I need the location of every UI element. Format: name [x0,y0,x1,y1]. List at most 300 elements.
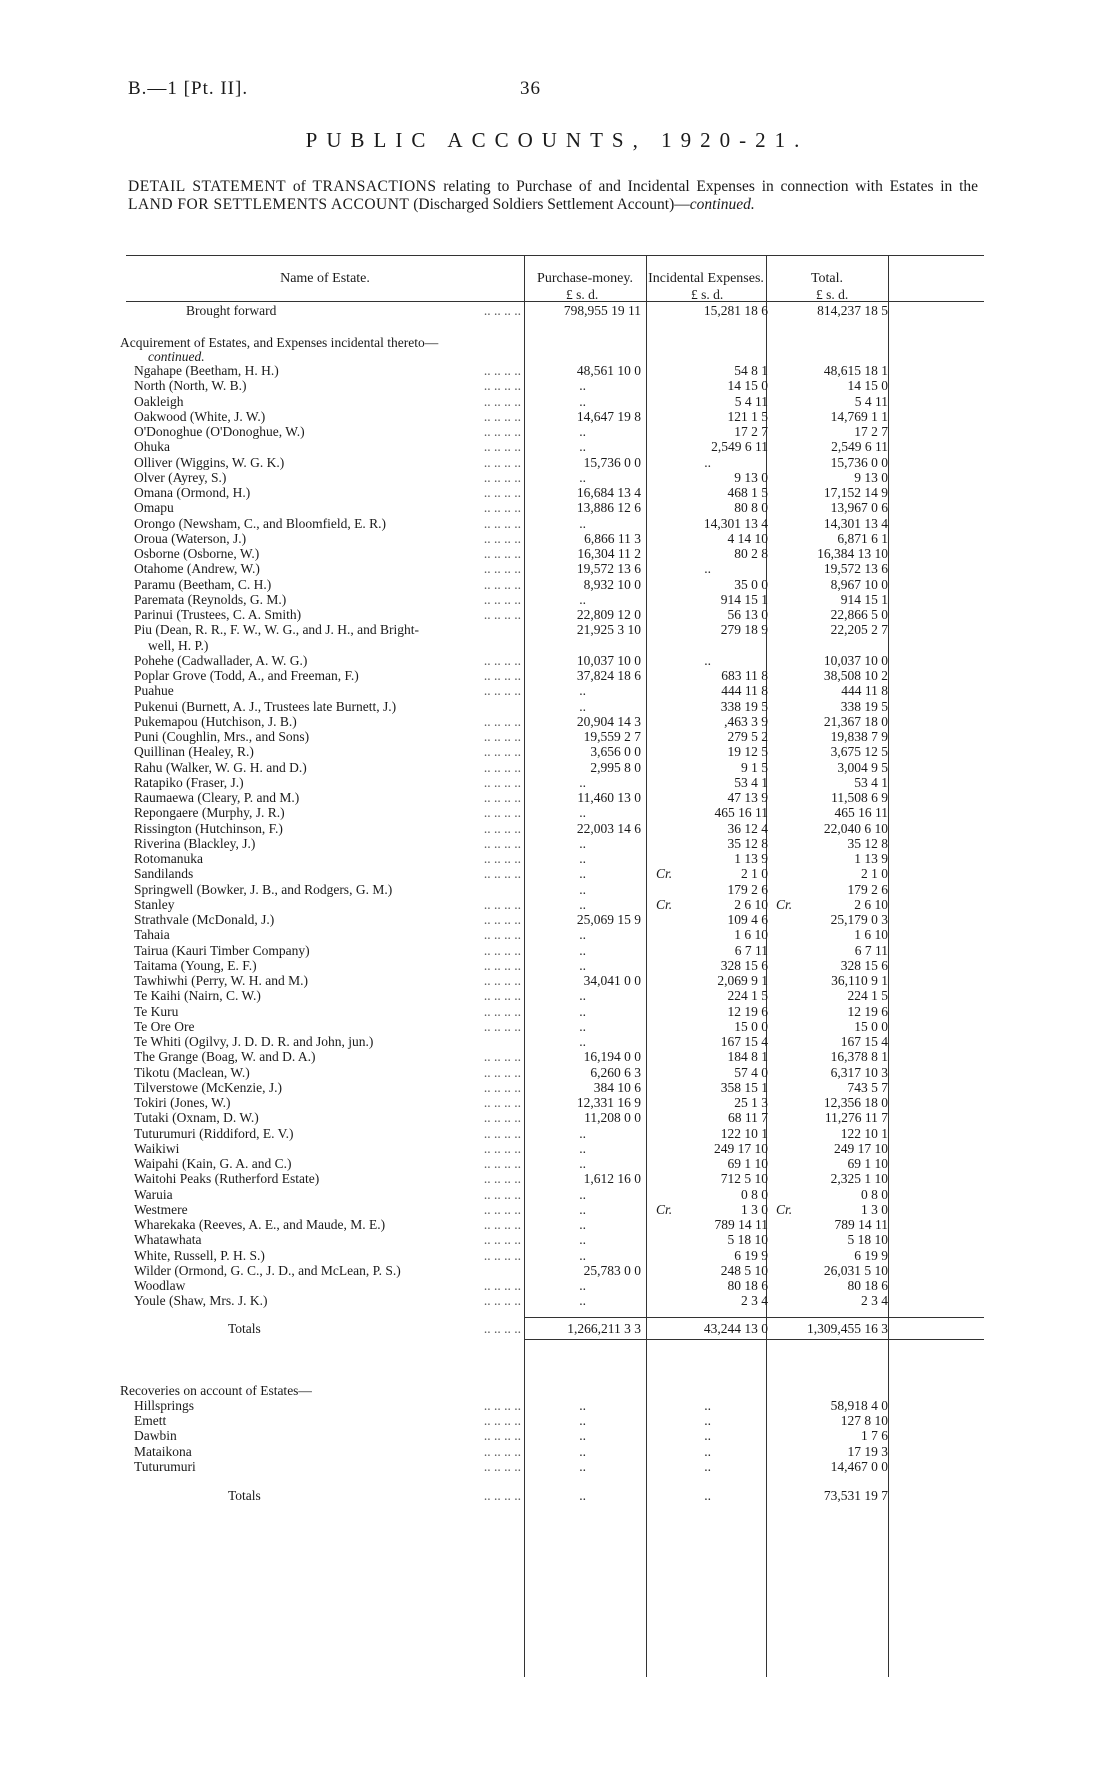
total-amount: 914 15 1 [840,591,888,607]
estate-name: Tikotu (Maclean, W.) [134,1064,250,1080]
leader-dots: .. .. .. .. [483,927,521,943]
purchase-money: 16,304 11 2 [577,546,641,561]
section-continued: continued. [148,349,205,364]
leader-dots: .. .. .. .. [483,820,521,836]
estate-name: Tuturumuri [134,1458,196,1474]
purchase-money: .. [579,927,586,943]
total-amount: 22,205 2 7 [830,622,888,638]
leader-dots: .. .. .. .. [483,1397,521,1413]
estate-name: Ngahape (Beetham, H. H.) [134,363,279,378]
leader-dots: .. .. .. .. [483,454,521,470]
estate-name: Oroua (Waterson, J.) [134,530,247,546]
leader-dots: .. .. .. .. [483,303,521,318]
incidental-expenses: 249 17 10 [714,1140,768,1156]
units-total: £ s. d. [816,287,849,302]
estate-name: Sandilands [134,866,194,882]
leader-dots: .. .. .. .. [483,424,521,439]
table-row [126,1004,984,1019]
total-amount: 19,572 13 6 [823,561,888,577]
estate-name: Tairua (Kauri Timber Company) [134,942,310,958]
table-row [126,516,984,531]
purchase-money: 16,194 0 0 [583,1049,641,1065]
total-amount: 14,301 13 4 [823,515,888,531]
total-amount: 11,508 6 9 [831,790,888,805]
incidental-expenses: 69 1 10 [727,1156,768,1171]
total-amount: 12,356 18 0 [823,1095,888,1110]
leader-dots: .. .. .. .. [483,1125,521,1141]
leader-dots: .. .. .. .. [483,988,521,1004]
leader-dots: .. .. .. .. [483,591,521,607]
leader-dots: .. .. .. .. [483,1232,521,1248]
estate-name: Hillsprings [134,1397,195,1413]
purchase-money: .. [579,1186,586,1202]
table-row [126,622,984,637]
purchase-money: .. [579,881,586,897]
total-amount: 743 5 7 [847,1079,888,1095]
leader-dots: .. .. .. .. [483,942,521,958]
incidental-expenses: 6 19 9 [734,1247,768,1263]
total-amount: 127 8 10 [840,1413,888,1428]
table-row [126,775,984,790]
incidental-expenses: 338 19 5 [720,698,768,714]
leader-dots: .. .. .. .. [483,759,521,775]
credit-marker: Cr. [656,1201,673,1217]
estate-name: Mataikona [134,1443,192,1459]
leader-dots: .. .. .. .. [483,546,521,561]
leader-dots: .. .. .. .. [483,957,521,973]
purchase-money: 1,266,211 3 3 [567,1320,641,1336]
purchase-money: 19,572 13 6 [576,561,641,577]
leader-dots: .. .. .. .. [483,713,521,729]
estate-name: Waikiwi [134,1140,180,1156]
incidental-expenses: 68 11 7 [728,1110,768,1126]
purchase-money: 20,904 14 3 [576,713,641,729]
purchase-money: .. [579,1458,586,1474]
total-amount: 22,040 6 10 [823,820,888,836]
leader-dots: .. .. .. .. [483,561,521,577]
incidental-expenses: 19 12 5 [727,744,768,760]
table-row [126,1187,984,1202]
column-header-purchase: Purchase-money. [537,270,633,286]
leader-dots: .. .. .. .. [483,790,521,805]
purchase-money: 22,809 12 0 [576,607,641,622]
purchase-money: 11,208 0 0 [584,1110,641,1126]
transactions-table [120,255,984,1677]
total-amount: 444 11 8 [841,683,888,699]
estate-name: Te Kaihi (Nairn, C. W.) [134,988,261,1004]
purchase-money: 6,866 11 3 [584,530,641,546]
table-row [126,821,984,836]
table-row [126,561,984,576]
purchase-money: .. [579,805,586,821]
purchase-money: .. [579,1034,586,1049]
recovery-row [126,1444,984,1459]
table-row [126,1049,984,1064]
leader-dots: .. .. .. .. [483,805,521,821]
table-row [126,409,984,424]
estate-name: Tahaia [134,927,170,943]
leader-dots: .. .. .. .. [483,1095,521,1110]
leader-dots: .. .. .. .. [483,896,521,912]
recovery-row [126,1398,984,1413]
leader-dots: .. .. .. .. [483,1217,521,1232]
leader-dots: .. .. .. .. [483,607,521,622]
purchase-money: 16,684 13 4 [576,485,641,500]
estate-name: Waitohi Peaks (Rutherford Estate) [134,1171,320,1187]
table-row [126,683,984,698]
table-row [126,943,984,958]
purchase-money: 21,925 3 10 [576,622,641,638]
table-row [126,1034,984,1049]
purchase-money: .. [579,1018,586,1034]
incidental-expenses: 14 15 0 [727,378,768,394]
purchase-money: 1,612 16 0 [583,1171,641,1187]
recoveries-totals-row [126,1488,984,1503]
total-amount: 789 14 11 [834,1217,888,1232]
estate-name: Orongo (Newsham, C., and Bloomfield, E. R.) [134,515,386,531]
table-row [126,363,984,378]
total-amount: 1 3 0 [861,1201,888,1217]
purchase-money: .. [579,1217,586,1232]
incidental-expenses: 35 0 0 [734,576,768,592]
total-amount: 328 15 6 [840,957,888,973]
estate-name: Tilverstowe (McKenzie, J.) [134,1079,282,1095]
leader-dots: .. .. .. .. [483,1413,521,1428]
table-row [126,1278,984,1293]
leader-dots: .. .. .. .. [483,439,521,455]
estate-name: Dawbin [134,1428,177,1444]
table-row [126,714,984,729]
purchase-money: .. [579,1247,586,1263]
caption-tail: (Discharged Soldiers Settlement Account)— [409,196,690,213]
estate-name: Te Ore Ore [134,1018,195,1034]
leader-dots: .. .. .. .. [483,1003,521,1019]
purchase-money: 6,260 6 3 [590,1064,641,1080]
leader-dots: .. .. .. .. [483,973,521,988]
leader-dots: .. .. .. .. [483,1247,521,1263]
table-row [126,668,984,683]
purchase-money: .. [579,393,586,409]
incidental-expenses: 15 0 0 [734,1018,768,1034]
incidental-expenses: 80 2 8 [734,546,768,561]
incidental-expenses: .. [704,1458,711,1474]
incidental-expenses: 12 19 6 [727,1003,768,1019]
estate-name: Poplar Grove (Todd, A., and Freeman, F.) [134,668,359,683]
table-row [126,1110,984,1125]
estate-name: Otahome (Andrew, W.) [134,561,260,577]
purchase-money: 10,037 10 0 [576,652,641,668]
leader-dots: .. .. .. .. [483,515,521,531]
leader-dots: .. .. .. .. [483,912,521,927]
purchase-money: 25,069 15 9 [576,912,641,927]
table-row [126,958,984,973]
total-amount: 69 1 10 [847,1156,888,1171]
leader-dots: .. .. .. .. [483,1201,521,1217]
estate-name: Rotomanuka [134,851,203,866]
incidental-expenses: 279 5 2 [727,729,768,744]
estate-name: Totals [228,1488,261,1503]
purchase-money: .. [579,1201,586,1217]
total-amount: 14,769 1 1 [830,408,888,424]
total-amount: 12 19 6 [847,1003,888,1019]
total-amount: 2 1 0 [861,866,888,882]
column-header-incidental: Incidental Expenses. [648,270,764,286]
purchase-money: 798,955 19 11 [563,303,641,318]
incidental-expenses: 53 4 1 [734,774,768,790]
estate-name: Te Whiti (Ogilvy, J. D. D. R. and John, jun.) [134,1034,374,1049]
total-amount: 53 4 1 [854,774,888,790]
estate-name: Westmere [134,1201,188,1217]
estate-name: Osborne (Osborne, W.) [134,546,260,561]
purchase-money: .. [579,1413,586,1428]
table-row [126,394,984,409]
leader-dots: .. .. .. .. [483,576,521,592]
total-amount: 224 1 5 [847,988,888,1004]
estate-name: Repongaere (Murphy, J. R.) [134,805,285,821]
table-row [126,546,984,561]
purchase-money: 14,647 19 8 [576,408,641,424]
purchase-money: 8,932 10 0 [583,576,641,592]
total-amount: 0 8 0 [861,1186,888,1202]
estate-name: Omapu [134,500,174,516]
table-row [126,1019,984,1034]
purchase-money: .. [579,988,586,1004]
total-amount: 2,549 6 11 [831,439,888,455]
table-row [126,1248,984,1263]
estate-name: Wharekaka (Reeves, A. E., and Maude, M. E.) [134,1217,386,1232]
table-row [126,1156,984,1171]
totals-rule [524,1317,984,1318]
incidental-expenses: 2 1 0 [741,866,768,882]
total-amount: 80 18 6 [847,1278,888,1293]
incidental-expenses: 14,301 13 4 [703,515,768,531]
estate-name: White, Russell, P. H. S.) [134,1247,265,1263]
purchase-money: .. [579,851,586,866]
leader-dots: .. .. .. .. [483,683,521,699]
table-row [126,1095,984,1110]
incidental-expenses: .. [704,1397,711,1413]
leader-dots: .. .. .. .. [483,469,521,485]
table-row [126,592,984,607]
total-amount: 15 0 0 [854,1018,888,1034]
estate-name: Stanley [134,896,175,912]
purchase-money: .. [579,1293,586,1309]
total-amount: 6,871 6 1 [837,530,888,546]
incidental-expenses: 2,069 9 1 [717,973,768,988]
credit-marker: Cr. [776,896,793,912]
table-row [126,882,984,897]
purchase-money: .. [579,1003,586,1019]
estate-name: Rissington (Hutchinson, F.) [134,820,283,836]
leader-dots: .. .. .. .. [483,851,521,866]
estate-name: Waipahi (Kain, G. A. and C.) [134,1156,292,1171]
table-row [126,1293,984,1308]
estate-name: Omana (Ormond, H.) [134,485,251,500]
incidental-expenses: 1 3 0 [741,1201,768,1217]
table-header-rule [126,301,984,302]
incidental-expenses: 465 16 11 [714,805,768,821]
table-row [126,378,984,393]
incidental-expenses: .. [704,1428,711,1444]
leader-dots: .. .. .. .. [483,1171,521,1187]
incidental-expenses: 179 2 6 [727,881,768,897]
estate-name: Totals [228,1320,261,1336]
leader-dots: .. .. .. .. [483,408,521,424]
leader-dots: .. .. .. .. [483,1156,521,1171]
purchase-money: .. [579,1140,586,1156]
section-heading: Acquirement of Estates, and Expenses incidental thereto— [120,335,439,350]
leader-dots: .. .. .. .. [483,530,521,546]
total-amount: 38,508 10 2 [823,668,888,683]
incidental-expenses: 54 8 1 [734,363,768,378]
statement-caption [128,178,978,214]
total-amount: 73,531 19 7 [823,1488,888,1503]
total-amount: 36,110 9 1 [831,973,888,988]
incidental-expenses: 80 18 6 [727,1278,768,1293]
total-amount: 17 19 3 [847,1443,888,1459]
total-amount: 17,152 14 9 [823,485,888,500]
table-row [126,424,984,439]
purchase-money: .. [579,942,586,958]
incidental-expenses: 56 13 0 [727,607,768,622]
purchase-money: .. [579,835,586,851]
leader-dots: .. .. .. .. [483,1458,521,1474]
estate-name: Pukenui (Burnett, A. J., Trustees late Burnett, J.) [134,698,397,714]
estate-name: Paremata (Reynolds, G. M.) [134,591,287,607]
leader-dots: .. .. .. .. [483,363,521,378]
estate-name: Pohehe (Cadwallader, A. W. G.) [134,652,308,668]
table-row [126,1065,984,1080]
total-amount: 25,179 0 3 [830,912,888,927]
total-amount: 16,378 8 1 [830,1049,888,1065]
leader-dots: .. .. .. .. [483,500,521,516]
incidental-expenses: 712 5 10 [720,1171,768,1187]
estate-name: Wilder (Ormond, G. C., J. D., and McLean, P. S.) [134,1262,401,1278]
estate-name: Oakwood (White, J. W.) [134,408,266,424]
incidental-expenses: 57 4 0 [734,1064,768,1080]
purchase-money: 384 10 6 [593,1079,641,1095]
caption-mid: relating to Purchase of and Incidental Expenses in connection with Estates in the [436,178,979,195]
total-amount: 2 6 10 [854,896,888,912]
estate-name: Olliver (Wiggins, W. G. K.) [134,454,285,470]
table-row [126,851,984,866]
purchase-money: .. [579,1156,586,1171]
purchase-money: .. [579,515,586,531]
table-row [126,607,984,622]
leader-dots: .. .. .. .. [483,485,521,500]
total-amount: 16,384 13 10 [817,546,888,561]
leader-dots: .. .. .. .. [483,1278,521,1293]
total-amount: 11,276 11 7 [824,1110,888,1126]
incidental-expenses: 224 1 5 [727,988,768,1004]
purchase-money: 48,561 10 0 [576,363,641,378]
table-row [126,470,984,485]
table-row [126,760,984,775]
table-row [126,455,984,470]
total-amount: 17 2 7 [854,424,888,439]
purchase-money: .. [579,896,586,912]
caption-of: of [286,178,313,195]
incidental-expenses: 9 13 0 [734,469,768,485]
estate-name: Rahu (Walker, W. G. H. and D.) [134,759,307,775]
incidental-expenses: .. [704,561,711,577]
estate-name: Olver (Ayrey, S.) [134,469,227,485]
total-amount: 58,918 4 0 [830,1397,888,1413]
leader-dots: .. .. .. .. [483,1018,521,1034]
total-amount: 3,004 9 5 [837,759,888,775]
table-row [126,1217,984,1232]
leader-dots: .. .. .. .. [483,1488,521,1503]
purchase-money: 22,003 14 6 [576,820,641,836]
purchase-money: .. [579,698,586,714]
purchase-money: .. [579,1397,586,1413]
estate-name: Pukemapou (Hutchison, J. B.) [134,713,297,729]
estate-name: Riverina (Blackley, J.) [134,835,256,851]
estate-name: Tuturumuri (Riddiford, E. V.) [134,1125,294,1141]
caption-transactions: TRANSACTIONS [312,178,437,195]
estate-name: Ratapiko (Fraser, J.) [134,774,244,790]
recoveries-heading: Recoveries on account of Estates— [120,1382,312,1398]
incidental-expenses: 358 15 1 [720,1079,768,1095]
incidental-expenses: 0 8 0 [741,1186,768,1202]
incidental-expenses: 80 8 0 [734,500,768,516]
total-amount: 6,317 10 3 [830,1064,888,1080]
estate-name: Taitama (Young, E. F.) [134,957,257,973]
purchase-money: 34,041 0 0 [583,973,641,988]
total-amount: 22,866 5 0 [830,607,888,622]
incidental-expenses: ,463 3 9 [724,713,768,729]
purchase-money: .. [579,469,586,485]
document-reference: B.—1 [Pt. II]. [128,78,249,99]
purchase-money: .. [579,957,586,973]
leader-dots: .. .. .. .. [483,652,521,668]
total-amount: 1 7 6 [861,1428,888,1444]
leader-dots: .. .. .. .. [483,1293,521,1309]
caption-account: LAND FOR SETTLEMENTS ACCOUNT [128,196,410,213]
total-amount: 13,967 0 6 [830,500,888,516]
purchase-money: .. [579,1278,586,1293]
incidental-expenses: 328 15 6 [720,957,768,973]
total-amount: 14,467 0 0 [830,1458,888,1474]
incidental-expenses: 6 7 11 [734,942,768,958]
incidental-expenses: 43,244 13 0 [703,1320,768,1336]
purchase-money: .. [579,424,586,439]
incidental-expenses: 1 6 10 [734,927,768,943]
incidental-expenses: 15,281 18 6 [703,303,768,318]
total-amount: 21,367 18 0 [823,713,888,729]
estate-name: Quillinan (Healey, R.) [134,744,254,760]
incidental-expenses: 5 18 10 [727,1232,768,1248]
estate-name: Paramu (Beetham, C. H.) [134,576,272,592]
purchase-money: .. [579,866,586,882]
total-amount: 122 10 1 [840,1125,888,1141]
estate-name: Emett [134,1413,167,1428]
total-amount: 1 6 10 [854,927,888,943]
page-number: 36 [520,78,541,99]
units-purchase: £ s. d. [566,287,599,302]
units-incidental: £ s. d. [691,287,724,302]
incidental-expenses: 184 8 1 [727,1049,768,1065]
incidental-expenses: 2 3 4 [741,1293,768,1309]
incidental-expenses: 36 12 4 [727,820,768,836]
total-amount: 2,325 1 10 [830,1171,888,1187]
table-row [126,973,984,988]
table-row [126,1141,984,1156]
table-row [126,531,984,546]
caption-continued: continued. [689,196,755,213]
total-amount: 167 15 4 [840,1034,888,1049]
estate-name: Tutaki (Oxnam, D. W.) [134,1110,259,1126]
